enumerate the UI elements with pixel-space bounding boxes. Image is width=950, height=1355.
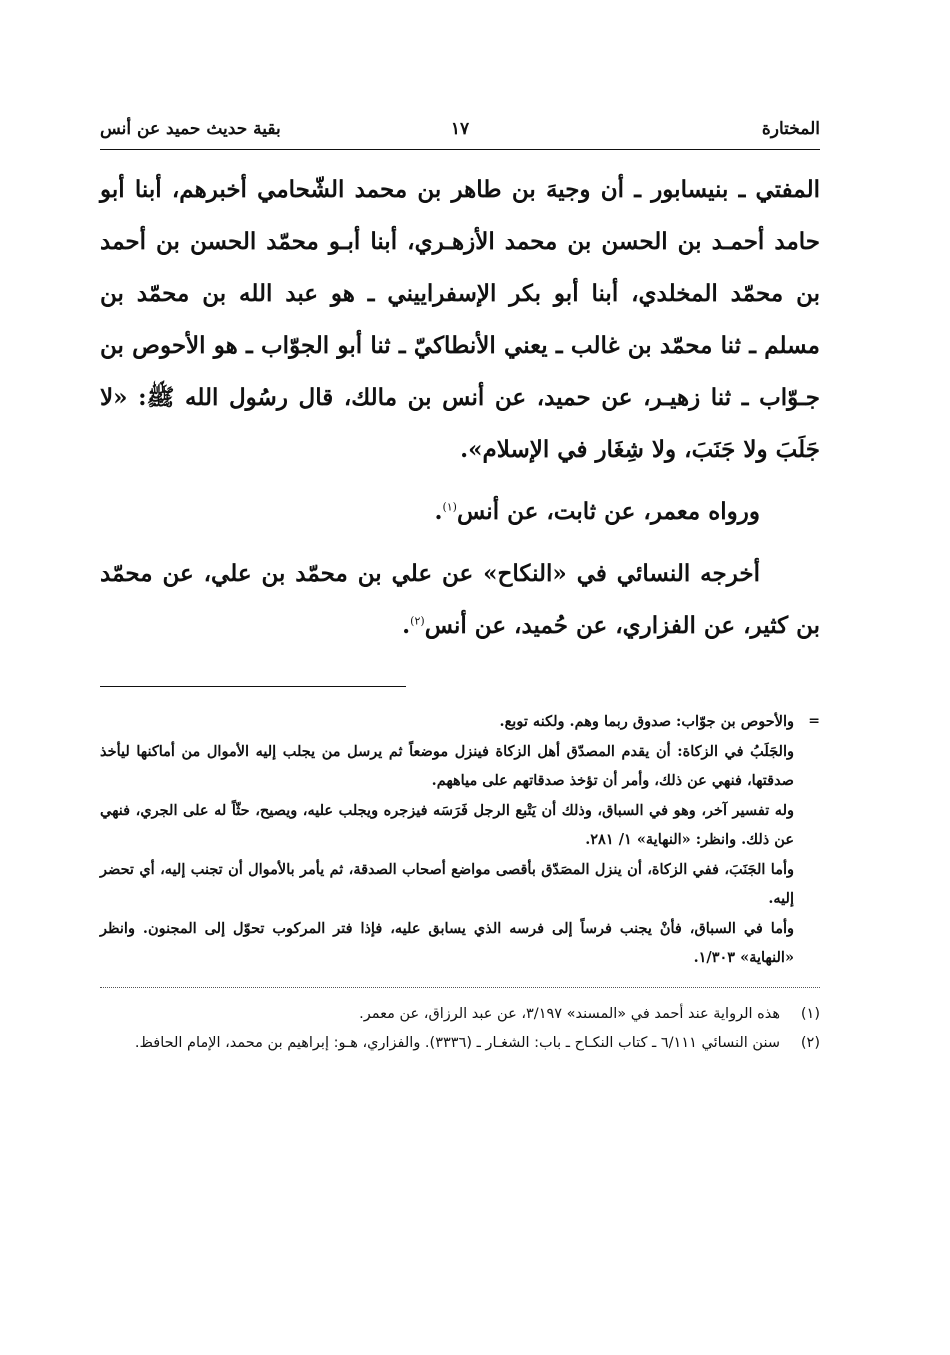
note-line: والأحوص بن جوّاب: صدوق ربما وهم. ولكنه توبع. — [499, 713, 794, 730]
hadith-paragraph: المفتي ـ بنيسابور ـ أن وجيهَ بن طاهر بن محمد الشّحامي أخبرهم، أبنا أبو حامد أحمـد بن الحسن بن محمد الأزهـري، أبنا أبـو محمّد الحسن بن أحمد بن محمّد المخلدي، أبنا أبو بكر الإسفراييني ـ هو عبد الله بن محمّد بن مسلم ـ ثنا محمّد بن غالب ـ يعني الأنطاكيّ ـ ثنا أبو الجوّاب ـ هو الأحوص بن جـوّاب ـ ثنا زهيـر، عن حميد، عن أنس بن مالك، قال رسُول الله ﷺ: «لا جَلَبَ ولا جَنَبَ، ولا شِغَار في الإسلام». — [100, 176, 820, 463]
footnote-ref-2[interactable]: (٢) — [410, 614, 425, 628]
running-header — [100, 105, 820, 150]
continuation-mark: = — [808, 713, 820, 729]
riwaya-text: ورواه معمر، عن ثابت، عن أنس — [456, 498, 760, 525]
footnotes — [100, 1000, 820, 1058]
main-text — [100, 164, 820, 652]
riwaya-end: . — [434, 498, 443, 525]
takhrij-paragraph — [100, 548, 820, 652]
note-line: وأما الجَنَبَ، ففي الزكاة، أن ينزل المصَدّق بأقصى مواضع أصحاب الصدقة، ثم يأمر بالأموال أن تجنب إليه، أي تحضر إليه. — [100, 860, 794, 907]
footnote-1 — [100, 1000, 820, 1029]
section-title: بقية حديث حميد عن أنس — [100, 119, 281, 139]
footnote-text: هذه الرواية عند أحمد في «المسند» ٣/١٩٧، عن عبد الرزاق، عن معمر. — [359, 1005, 780, 1022]
takhrij-text: أخرجه النسائي في «النكاح» عن علي بن محمّد بن علي، عن محمّد بن كثير، عن الفزاري، عن حُميد، عن أنس — [100, 560, 820, 639]
continued-footnotes — [100, 707, 820, 973]
footnote-2 — [100, 1029, 820, 1058]
takhrij-end: . — [402, 612, 411, 639]
page-number: ١٧ — [450, 119, 470, 139]
note-line: والجَلَبُ في الزكاة: أن يقدم المصدّق أهل الزكاة فينزل موضعاً ثم يرسل من يجلب إليه الأموال من أماكنها ليأخذ صدقتها، فنهي عن ذلك، وأمر أن تؤخذ صدقاتهم على مياههم. — [100, 742, 794, 789]
book-title: المختارة — [761, 119, 820, 139]
footnote-separator — [100, 686, 406, 687]
footnote-number: (٢) — [800, 1034, 820, 1051]
footnote-number: (١) — [800, 1005, 820, 1022]
footnote-text: سنن النسائي ٦/١١١ ـ كتاب النكـاح ـ باب: الشغـار ـ (٣٣٣٦). والفزاري، هـو: إبراهيم بن محمد، الإمام الحافظ. — [134, 1034, 780, 1051]
note-line: وله تفسير آخر، وهو في السباق، وذلك أن يَتْبع الرجل فَرَسَه فيزجره ويجلب عليه، ويصيح، حثّاً له على الجري، فنهي عن ذلك. وانظر: «النهاية» ١/ ٢٨١. — [100, 801, 794, 848]
footnote-ref-1[interactable]: (١) — [442, 500, 457, 514]
book-page — [100, 105, 820, 1305]
note-line: وأما في السباق، فأنْ يجنب فرساً إلى فرسه الذي يسابق عليه، فإذا فتر المركوب تحوّل إلى المجنون. وانظر «النهاية» ١/٣٠٣. — [100, 919, 794, 966]
dotted-separator — [100, 987, 820, 988]
riwaya-paragraph — [100, 486, 820, 538]
